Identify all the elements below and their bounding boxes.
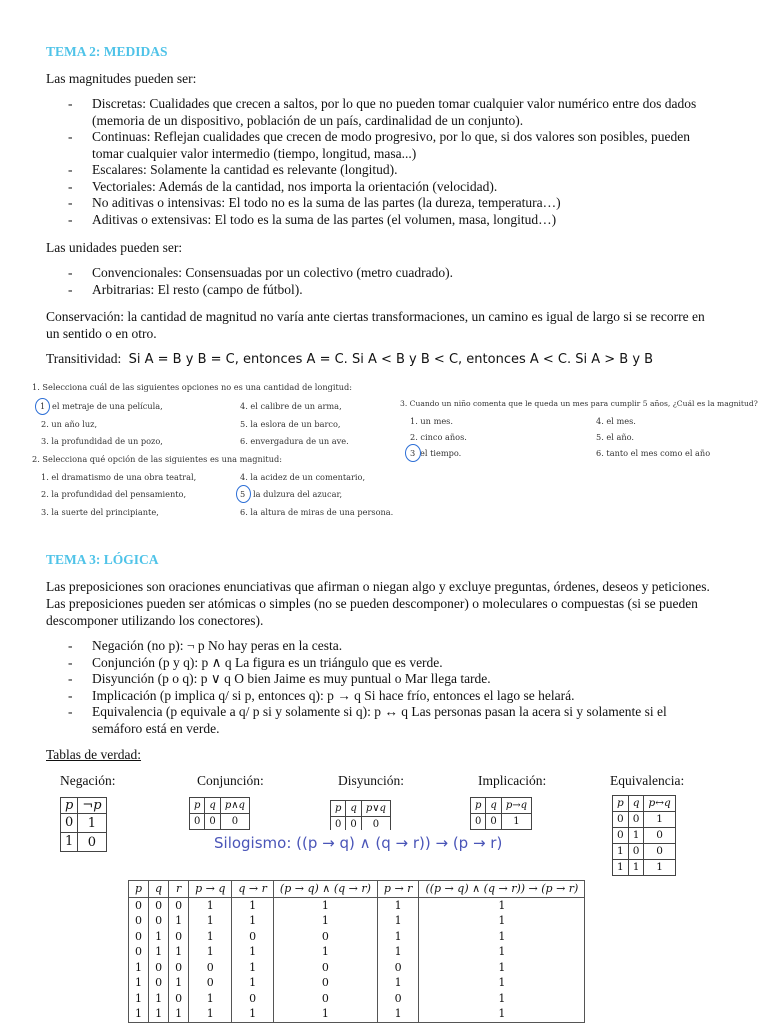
circled-number: 3	[410, 448, 416, 458]
table-row	[61, 814, 107, 833]
exam-question-3: 3. Cuando un niño comenta que le queda un mes para cumplir 5 años, ¿Cuál es la magnitud?	[400, 399, 758, 408]
table-row	[129, 1006, 585, 1022]
exam-option: 4. el calibre de un arma,	[240, 401, 342, 411]
exam-option: 4. el mes.	[596, 416, 636, 426]
table-cell: 0	[78, 833, 106, 852]
table-cell: 0	[169, 897, 189, 913]
equivalencia-table	[612, 795, 676, 876]
equivalencia-label: Equivalencia:	[610, 773, 685, 788]
table-cell: 0	[377, 991, 419, 1007]
exam-option: 2. la profundidad del pensamiento,	[41, 489, 187, 499]
table-cell: 0	[169, 960, 189, 976]
table-cell: 1	[78, 814, 106, 833]
exam-option: 6. envergadura de un ave.	[240, 436, 349, 446]
circled-number: 5	[240, 489, 246, 499]
list-item: - No aditivas o intensivas: El todo no es la suma de las partes (la dureza, temperatura…)	[46, 195, 706, 212]
table-cell: 1	[644, 812, 675, 828]
table-cell: 1	[628, 828, 644, 844]
table-cell: 1	[273, 913, 377, 929]
table-row	[613, 812, 676, 828]
conectores-list	[46, 638, 706, 737]
table-cell: 0	[613, 828, 629, 844]
table-row	[613, 828, 676, 844]
table-row	[61, 833, 107, 852]
table-cell: 0	[613, 812, 629, 828]
table-cell: 0	[471, 814, 486, 830]
table-cell: 1	[232, 975, 274, 991]
table-cell: 1	[61, 833, 78, 852]
table-cell: 1	[189, 897, 232, 913]
exam-option: 2. cinco años.	[410, 432, 467, 442]
list-item: - Continuas: Reflejan cualidades que crecen de modo progresivo, por lo que, si dos valores son posibles, pueden tomar cualquier valor intermedio (tiempo, longitud, masa...)	[46, 129, 706, 162]
table-header: p → r	[377, 881, 419, 898]
table-cell: 0	[205, 814, 220, 830]
exam-question-2: 2. Selecciona qué opción de las siguientes es una magnitud:	[32, 454, 282, 464]
exam-option: 2. un año luz,	[41, 419, 98, 429]
exam-option: 1. un mes.	[410, 416, 453, 426]
list-item: - Implicación (p implica q/ si p, entonces q): p → q Si hace frío, entonces el lago se helará.	[46, 688, 706, 705]
table-header: p	[129, 881, 149, 898]
magnitudes-intro: Las magnitudes pueden ser:	[46, 71, 197, 86]
table-row	[613, 844, 676, 860]
table-cell: 0	[220, 814, 249, 830]
list-item: - Conjunción (p y q): p ∧ q La figura es un triángulo que es verde.	[46, 655, 706, 672]
table-header: p∧q	[220, 798, 249, 814]
transitividad-label: Transitividad:	[46, 351, 122, 366]
table-cell: 0	[361, 817, 390, 833]
table-cell: 0	[377, 960, 419, 976]
table-header: ¬p	[78, 798, 106, 814]
table-cell: 0	[644, 828, 675, 844]
list-item: - Escalares: Solamente la cantidad es relevante (longitud).	[46, 162, 706, 179]
table-header: p↔q	[644, 796, 675, 812]
exam-question-1: 1. Selecciona cuál de las siguientes opciones no es una cantidad de longitud:	[32, 382, 353, 392]
negacion-label: Negación:	[60, 773, 116, 788]
list-item: - Arbitrarias: El resto (campo de fútbol).	[46, 282, 706, 299]
table-cell: 1	[169, 975, 189, 991]
table-cell: 1	[419, 944, 585, 960]
implicacion-label: Implicación:	[478, 773, 547, 788]
table-header: q → r	[232, 881, 274, 898]
table-cell: 0	[149, 897, 169, 913]
table-header: q	[346, 801, 361, 817]
table-header-row	[129, 881, 585, 898]
unidades-list	[46, 265, 706, 298]
table-header: p	[471, 798, 486, 814]
table-header: p	[613, 796, 629, 812]
table-header: r	[169, 881, 189, 898]
table-cell: 0	[149, 960, 169, 976]
table-cell: 0	[331, 817, 346, 833]
table-cell: 0	[273, 929, 377, 945]
table-cell: 1	[169, 913, 189, 929]
exam-option: 5. el año.	[596, 432, 635, 442]
table-cell: 1	[419, 1006, 585, 1022]
table-cell: 1	[377, 1006, 419, 1022]
table-cell: 0	[346, 817, 361, 833]
conjuncion-table	[189, 797, 250, 830]
table-cell: 1	[613, 844, 629, 860]
table-cell: 1	[377, 975, 419, 991]
list-item: - Disyunción (p o q): p ∨ q O bien Jaime es muy puntual o Mar llega tarde.	[46, 671, 706, 688]
table-cell: 0	[169, 929, 189, 945]
table-header: q	[205, 798, 220, 814]
table-row	[471, 814, 532, 830]
table-row	[129, 960, 585, 976]
exam-excerpt	[28, 378, 758, 520]
table-cell: 1	[232, 913, 274, 929]
table-cell: 1	[377, 897, 419, 913]
table-row	[129, 991, 585, 1007]
table-header: p→q	[501, 798, 531, 814]
table-header: p	[190, 798, 205, 814]
exam-option: 4. la acidez de un comentario,	[240, 472, 366, 482]
exam-option: 5. la eslora de un barco,	[240, 419, 341, 429]
table-cell: 1	[149, 944, 169, 960]
list-item: - Equivalencia (p equivale a q/ p si y solamente si q): p ↔ q Las personas pasan la acera si y solamente si el semáforo está en verde.	[46, 704, 706, 737]
table-cell: 1	[377, 913, 419, 929]
table-cell: 0	[232, 929, 274, 945]
table-cell: 1	[189, 913, 232, 929]
table-header: p	[331, 801, 346, 817]
table-cell: 0	[189, 975, 232, 991]
list-item: - Negación (no p): ¬ p No hay peras en la cesta.	[46, 638, 706, 655]
table-cell: 0	[644, 844, 675, 860]
tema3-heading: TEMA 3: LÓGICA	[46, 552, 159, 567]
table-header: (p → q) ∧ (q → r)	[273, 881, 377, 898]
unidades-intro: Las unidades pueden ser:	[46, 240, 183, 255]
table-cell: 1	[129, 960, 149, 976]
table-cell: 1	[149, 991, 169, 1007]
exam-option: el metraje de una película,	[52, 401, 163, 411]
table-cell: 1	[232, 897, 274, 913]
table-row	[129, 897, 585, 913]
table-header: p∨q	[361, 801, 390, 817]
table-cell: 0	[169, 991, 189, 1007]
exam-option: 6. la altura de miras de una persona.	[240, 507, 394, 517]
table-cell: 1	[232, 1006, 274, 1022]
table-cell: 1	[189, 944, 232, 960]
list-item: - Discretas: Cualidades que crecen a saltos, por lo que no pueden tomar cualquier valor numérico entre dos dados (memoria de un dispositivo, población de un país, cardinalidad de un conjunto).	[46, 96, 706, 129]
table-cell: 1	[419, 975, 585, 991]
table-header: q	[486, 798, 501, 814]
table-cell: 1	[419, 929, 585, 945]
table-cell: 1	[129, 1006, 149, 1022]
table-cell: 1	[501, 814, 531, 830]
table-cell: 1	[273, 1006, 377, 1022]
table-cell: 0	[273, 960, 377, 976]
table-header: ((p → q) ∧ (q → r)) → (p → r)	[419, 881, 585, 898]
table-cell: 1	[419, 897, 585, 913]
circled-number: 1	[40, 401, 46, 411]
table-cell: 1	[613, 860, 629, 876]
table-row	[129, 944, 585, 960]
exam-option: 1. el dramatismo de una obra teatral,	[41, 472, 197, 482]
silogismo-table	[128, 880, 585, 1023]
table-cell: 0	[273, 991, 377, 1007]
table-cell: 1	[628, 860, 644, 876]
table-row	[129, 975, 585, 991]
table-cell: 1	[189, 991, 232, 1007]
table-row	[613, 860, 676, 876]
transitividad-line	[46, 351, 653, 367]
list-item: - Vectoriales: Además de la cantidad, nos importa la orientación (velocidad).	[46, 179, 706, 196]
table-row	[190, 814, 250, 830]
table-cell: 1	[377, 944, 419, 960]
silogismo-title: Silogismo: ((p → q) ∧ (q → r)) → (p → r)	[214, 834, 503, 852]
table-cell: 1	[129, 975, 149, 991]
exam-option: 3. la profundidad de un pozo,	[41, 436, 163, 446]
table-cell: 1	[189, 1006, 232, 1022]
table-cell: 1	[149, 1006, 169, 1022]
table-cell: 0	[129, 944, 149, 960]
table-header: p → q	[189, 881, 232, 898]
table-cell: 1	[232, 960, 274, 976]
table-cell: 1	[169, 944, 189, 960]
list-item: - Convencionales: Consensuadas por un colectivo (metro cuadrado).	[46, 265, 706, 282]
table-cell: 0	[486, 814, 501, 830]
table-cell: 1	[419, 913, 585, 929]
conservacion-paragraph: Conservación: la cantidad de magnitud no varía ante ciertas transformaciones, un camino es igual de largo si se recorre en un sentido o en otro.	[46, 309, 705, 341]
table-cell: 0	[232, 991, 274, 1007]
disyuncion-label: Disyunción:	[338, 773, 404, 788]
disyuncion-table	[330, 800, 391, 833]
table-row	[129, 913, 585, 929]
table-cell: 0	[628, 844, 644, 860]
table-header: q	[149, 881, 169, 898]
negacion-table	[60, 797, 107, 852]
table-cell: 1	[419, 960, 585, 976]
table-cell: 0	[129, 897, 149, 913]
list-item: - Aditivas o extensivas: El todo es la suma de las partes (el volumen, masa, longitud…)	[46, 212, 706, 229]
exam-option: 6. tanto el mes como el año	[596, 448, 711, 458]
tema3-intro: Las preposiciones son oraciones enunciativas que afirman o niegan algo y excluye preguntas, órdenes, deseos y peticiones. Las preposiciones pueden ser atómicas o simples (no se pueden descomponer) o moleculares o compuestas (si se pueden descomponer utilizando los conectores).	[46, 579, 710, 628]
tablas-title: Tablas de verdad:	[46, 747, 142, 762]
exam-option: la dulzura del azucar,	[253, 489, 343, 499]
table-cell: 0	[189, 960, 232, 976]
exam-option: 3. la suerte del principiante,	[41, 507, 159, 517]
table-cell: 1	[273, 944, 377, 960]
table-cell: 1	[169, 1006, 189, 1022]
exam-option: el tiempo.	[420, 448, 462, 458]
table-cell: 0	[149, 975, 169, 991]
table-cell: 1	[129, 991, 149, 1007]
tema2-heading: TEMA 2: MEDIDAS	[46, 44, 168, 59]
table-cell: 1	[232, 944, 274, 960]
table-cell: 1	[273, 897, 377, 913]
table-cell: 0	[129, 929, 149, 945]
table-cell: 0	[190, 814, 205, 830]
conjuncion-label: Conjunción:	[197, 773, 264, 788]
table-cell: 0	[628, 812, 644, 828]
implicacion-table	[470, 797, 532, 830]
table-cell: 1	[149, 929, 169, 945]
magnitudes-list	[46, 96, 706, 228]
table-cell: 0	[61, 814, 78, 833]
table-cell: 0	[273, 975, 377, 991]
transitividad-text: Si A = B y B = C, entonces A = C. Si A < B y B < C, entonces A < C. Si A > B y B	[128, 352, 654, 367]
table-cell: 1	[644, 860, 675, 876]
table-cell: 1	[189, 929, 232, 945]
table-cell: 0	[129, 913, 149, 929]
table-header: p	[61, 798, 78, 814]
table-cell: 1	[377, 929, 419, 945]
table-cell: 1	[419, 991, 585, 1007]
table-header: q	[628, 796, 644, 812]
table-row	[129, 929, 585, 945]
table-cell: 0	[149, 913, 169, 929]
